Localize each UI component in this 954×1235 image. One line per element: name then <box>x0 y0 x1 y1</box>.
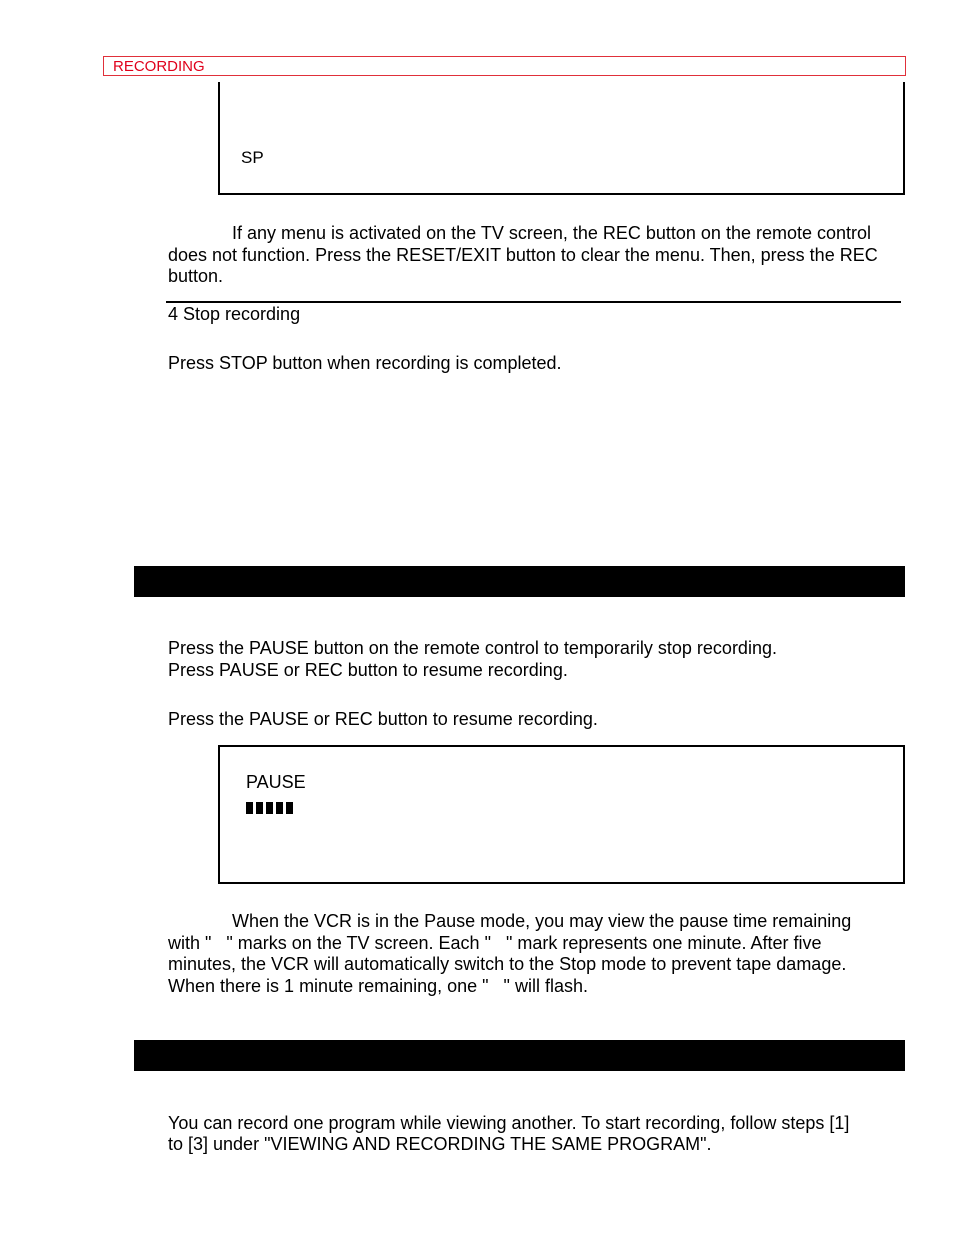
minute-mark-icon <box>286 802 293 814</box>
pause-label: PAUSE <box>246 772 306 792</box>
pause-remaining-marks <box>246 802 293 814</box>
tape-speed-indicator: SP <box>241 148 264 167</box>
pause-instruction-line-2: Press PAUSE or REC button to resume recording. <box>168 660 568 680</box>
minute-mark-icon <box>246 802 253 814</box>
step-4-instruction: Press STOP button when recording is completed. <box>168 353 562 373</box>
pause-note-line-1: When the VCR is in the Pause mode, you may view the pause time remaining <box>232 911 852 931</box>
record-other-line-1: You can record one program while viewing another. To start recording, follow steps [1] <box>168 1113 850 1133</box>
minute-mark-icon <box>256 802 263 814</box>
divider-rule <box>166 301 901 303</box>
pause-instruction-line-1: Press the PAUSE button on the remote control to temporarily stop recording. <box>168 638 777 658</box>
minute-mark-icon <box>266 802 273 814</box>
minute-mark-icon <box>276 802 283 814</box>
tv-screen-display-recording <box>218 82 905 195</box>
step-4-heading: 4 Stop recording <box>168 304 301 324</box>
pause-note-line-2: with " " marks on the TV screen. Each " " mark represents one minute. After five <box>168 933 822 953</box>
section-title-bar-other <box>134 1040 905 1071</box>
menu-note-paragraph: If any menu is activated on the TV screen, the REC button on the remote control does not function. Press the RESET/EXIT button to clear the menu. Then, press the REC button. <box>168 223 878 287</box>
pause-instruction-line-3: Press the PAUSE or REC button to resume recording. <box>168 709 598 729</box>
pause-note-line-4: When there is 1 minute remaining, one " " will flash. <box>168 976 588 996</box>
section-title-bar-pause <box>134 566 905 597</box>
section-title: RECORDING <box>113 58 205 75</box>
pause-note-line-3: minutes, the VCR will automatically switch to the Stop mode to prevent tape damage. <box>168 954 847 974</box>
tv-screen-display-pause <box>218 745 905 884</box>
record-other-line-2: to [3] under "VIEWING AND RECORDING THE SAME PROGRAM". <box>168 1134 712 1154</box>
section-header-tab <box>103 56 906 76</box>
